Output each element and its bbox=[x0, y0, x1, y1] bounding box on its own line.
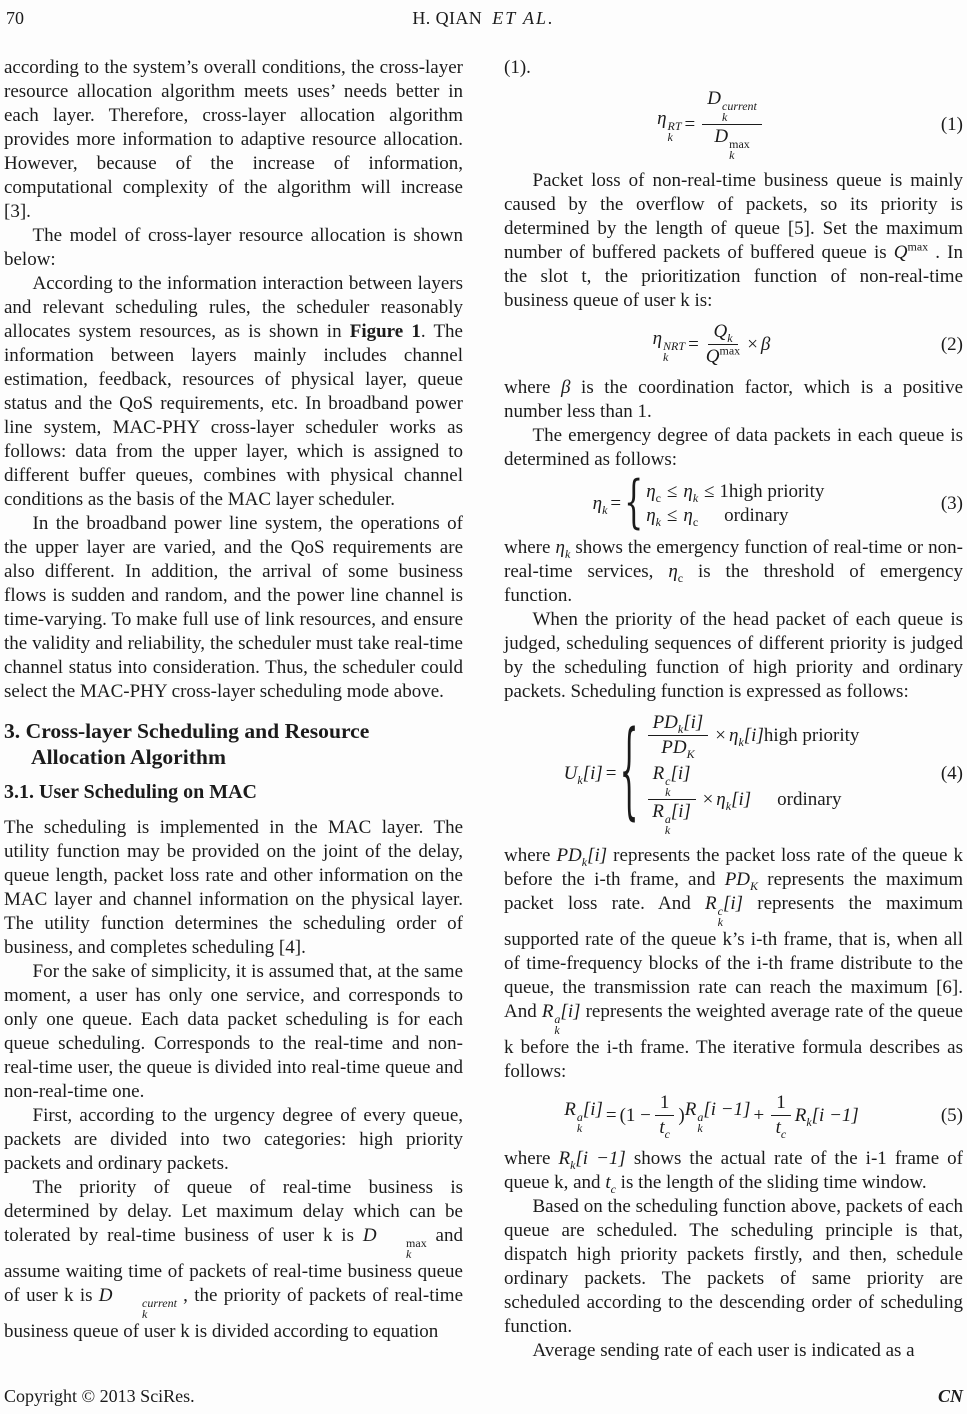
paragraph: In the broadband power line system, the operations of the upper layer are varied, and the QoS requirements are also different. In addition, the arrival of some business flows is sudden and random, and the power line channel is time-varying. To make full use of link resources, and ensure the validity and reliability, the scheduler must take real-time channel status into consideration. Thus, the scheduler could select the MAC-PHY cross-layer scheduling mode above. bbox=[4, 513, 463, 702]
running-title-etal: ET AL. bbox=[492, 8, 555, 28]
math-var-pdk: $PD_k[i]$ bbox=[556, 845, 608, 869]
equation-number: (1) bbox=[940, 113, 963, 135]
paragraph: where β is the coordination factor, which is a positive number less than 1. bbox=[504, 377, 963, 422]
equation-4: $U_k[i]$ = { $\frac{PD_k[i]}{PD_K}$ × $\eta_k[i]$ high priority R c k [i] R a k [i] × $\eta_k[i]$ ordinary (4) bbox=[563, 711, 963, 837]
copyright-notice: Copyright © 2013 SciRes. bbox=[4, 1386, 195, 1406]
running-title-author: H. QIAN bbox=[412, 8, 483, 28]
paragraph: The priority of queue of real-time business is determined by delay. Let maximum delay which can be tolerated by real-time business of user k is D max k and assume waiting time of packets of real-time business queue of user k is D current k , the priority of packets of real-time business queue of user k is divided according to equation bbox=[4, 1177, 464, 1342]
math-var-ra: R a k [i] bbox=[564, 1098, 603, 1135]
right-column bbox=[504, 56, 963, 1363]
fraction: $\frac{PD_k[i]}{PD_K}$ bbox=[648, 712, 709, 759]
paragraph: where $\eta_k$ shows the emergency function of real-time or non-real-time services, $\eta_c$ is the threshold of emergency function. bbox=[504, 537, 963, 606]
curly-brace-icon: { bbox=[619, 711, 639, 834]
paragraph: According to the information interaction between layers and relevant scheduling rules, the scheduler reasonably allocates system resources, as is shown in Figure 1. The information between layers mainly includes channel estimation, feedback, resources of physical layer, queue status and the QoS requirements, etc. In broadband power line system, MAC-PHY cross-layer scheduler works as follows: data from the upper layer, which is assigned to different buffer queues, combines with physical channel conditions as the basis of the MAC layer scheduler. bbox=[4, 273, 463, 510]
math-var-ra: R a k [i] bbox=[541, 1001, 581, 1037]
cases-group: { $\eta_c$ ≤ $\eta_k$ ≤ 1high priority $\eta_k$ ≤ $\eta_c$ ordinary bbox=[624, 469, 825, 537]
paragraph: Packet loss of non-real-time business queue is mainly caused by the overflow of packets, so its priority is determined by the length of queue [5]. Set the maximum number of buffered packets of buffered queue is $Q^{max}$ . In the slot t, the prioritization function of non-real-time business queue of user k is: bbox=[504, 170, 964, 311]
paragraph: Based on the scheduling function above, packets of each queue are scheduled. The scheduling principle is that, dispatch high priority packets firstly, and then, schedule ordinary packets. The packets of same priority are scheduled according to the descending order of scheduling function. bbox=[504, 1196, 963, 1337]
fraction: R c k [i] R a k [i] bbox=[648, 763, 696, 836]
fraction: $\frac{1}{t_c}$ bbox=[771, 1092, 791, 1139]
math-var-ra-prev: R a k [i −1] bbox=[684, 1098, 751, 1135]
math-var-tc: $t_c$ bbox=[605, 1172, 616, 1196]
math-var-dcurrent: D current k bbox=[98, 1285, 177, 1321]
subsection-heading: 3.1. User Scheduling on MAC bbox=[4, 781, 257, 803]
paragraph: (1). bbox=[504, 57, 531, 78]
math-var-eta-nrt: η NRT k bbox=[652, 327, 686, 364]
equation-number: (3) bbox=[940, 493, 963, 514]
equation-1: η RT k = D current k D max k (1) bbox=[657, 88, 963, 162]
paragraph: The scheduling is implemented in the MAC layer. The utility function may be provided on the joint of the delay, queue length, packet loss rate and other information on the MAC layer and channel information on the physical layer. The utility function determines the scheduling order of business, and completes scheduling [4]. bbox=[4, 817, 463, 958]
equation-number: (4) bbox=[940, 763, 963, 784]
math-var-qmax: $Q^{max}$ bbox=[893, 239, 929, 263]
math-var-rk-prev: $R_k[i -1]$ bbox=[794, 1104, 859, 1129]
math-var-pdK: $PD_K$ bbox=[724, 869, 759, 893]
fraction: D current k D max k bbox=[702, 88, 762, 161]
paragraph: First, according to the urgency degree of every queue, packets are divided into two categories: high priority packets and ordinary packets. bbox=[4, 1105, 463, 1174]
math-var-beta: β bbox=[760, 333, 771, 355]
math-var-dmax: D max k bbox=[362, 1225, 427, 1261]
page-header bbox=[4, 8, 963, 34]
math-var-rc: R c k [i] bbox=[705, 893, 744, 929]
equation-number: (2) bbox=[940, 333, 963, 355]
section-heading: 3. Cross-layer Scheduling and Resource Allocation Algorithm bbox=[4, 719, 370, 769]
fraction: $\frac{Q_k}{Q^{max}}$ bbox=[705, 321, 741, 367]
equation-5: R a k [i] = (1 − $\frac{1}{t_c}$ ) R a k [i −1] + $\frac{1}{t_c}$ $R_k[i -1]$ (5) bbox=[564, 1092, 963, 1141]
math-var-eta-k: $\eta_k$ bbox=[592, 493, 608, 517]
two-column-body bbox=[4, 56, 963, 1363]
paragraph: where $R_k[i -1]$ shows the actual rate of the i-1 frame of queue k, and $t_c$ is the length of the sliding time window. bbox=[504, 1148, 963, 1196]
equation-number: (5) bbox=[940, 1104, 963, 1126]
math-var-rk-prev: $R_k[i -1]$ bbox=[558, 1148, 626, 1172]
journal-abbreviation: CN bbox=[937, 1386, 963, 1406]
cases-group: { $\frac{PD_k[i]}{PD_K}$ × $\eta_k[i]$ high priority R c k [i] R a k [i] × $\eta_k[i]$ ordinary bbox=[619, 711, 860, 837]
paragraph: according to the system’s overall conditions, the cross-layer resource allocation algorithm meets uses’ needs better in each layer. Therefore, cross-layer allocation algorithm provides more information to adaptive resource allocation. However, because of the increase of information, computational complexity of the algorithm will increase [3]. bbox=[4, 57, 463, 222]
paragraph: For the sake of simplicity, it is assumed that, at the same moment, a user has only one service, and corresponds to only one queue. Each data packet scheduling is for each queue scheduling. Corresponds to the real-time and non-real-time user, the queue is divided into real-time queue and non-real-time one. bbox=[4, 961, 463, 1102]
page-footer bbox=[4, 1386, 963, 1407]
math-var-eta-c: $\eta_c$ bbox=[668, 561, 684, 585]
running-title bbox=[4, 8, 963, 29]
math-var-u: $U_k[i]$ bbox=[563, 763, 603, 787]
paragraph: where $PD_k[i]$ represents the packet loss rate of the queue k before the i-th frame, and $PD_K$ represents the maximum packet loss rate. And R c k [i] represents the maximum supported rate of the queue k’s i-th frame, that is, when all of time-frequency blocks of the i-th frame distribute to the queue, the transmission rate can reach the maximum [6]. And R a k [i] represents the weighted average rate of the queue k before the i-th frame. The iterative formula describes as follows: bbox=[504, 845, 964, 1082]
math-var-beta: β bbox=[561, 377, 571, 398]
left-column bbox=[4, 56, 463, 1363]
curly-brace-icon: { bbox=[624, 469, 644, 537]
paragraph: Average sending rate of each user is indicated as a bbox=[532, 1340, 915, 1361]
equation-2: η NRT k = $\frac{Q_k}{Q^{max}}$ × β (2) bbox=[652, 321, 963, 367]
math-var-eta-k: $\eta_k$ bbox=[555, 537, 571, 561]
fraction: $\frac{1}{t_c}$ bbox=[655, 1092, 675, 1139]
paragraph: The emergency degree of data packets in each queue is determined as follows: bbox=[504, 425, 963, 470]
equation-3: $\eta_k$ = { $\eta_c$ ≤ $\eta_k$ ≤ 1high priority $\eta_k$ ≤ $\eta_c$ ordinary (3) bbox=[592, 469, 963, 537]
paragraph: When the priority of the head packet of each queue is judged, scheduling sequences of different priority is judged by the scheduling function of high priority and ordinary packets. Scheduling function is expressed as follows: bbox=[504, 609, 963, 702]
paragraph: The model of cross-layer resource allocation is shown below: bbox=[4, 225, 463, 270]
page-number: 70 bbox=[6, 8, 24, 28]
math-var-eta-rt: η RT k bbox=[657, 107, 682, 144]
figure-reference: Figure 1 bbox=[349, 321, 421, 342]
